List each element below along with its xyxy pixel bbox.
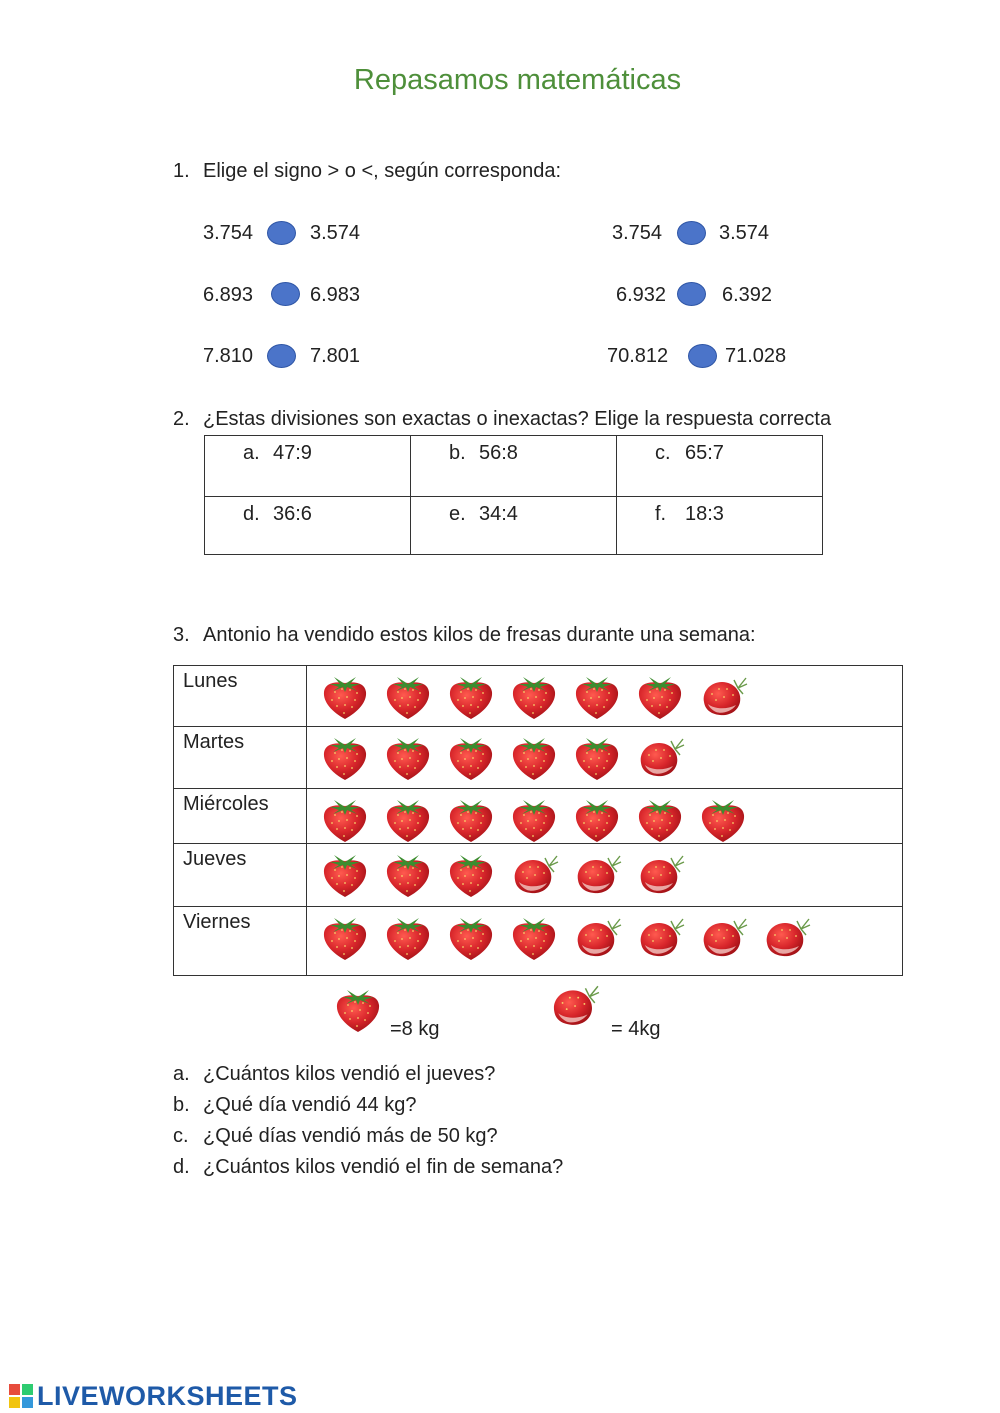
strawberry-row xyxy=(307,789,903,844)
sub-question xyxy=(173,1094,873,1120)
sign-choice-1[interactable] xyxy=(267,221,296,245)
compare-a-6: 70.812 xyxy=(607,345,669,367)
strawberry-icon xyxy=(446,795,496,845)
division-cell[interactable] xyxy=(617,436,823,497)
strawberry-icon xyxy=(635,795,685,845)
compare-b-3: 6.983 xyxy=(310,284,361,306)
division-expression: 18:3 xyxy=(685,503,724,525)
strawberry-icon xyxy=(446,672,496,722)
division-expression: 65:7 xyxy=(685,442,724,464)
item-letter: e. xyxy=(449,503,466,525)
question-text: Elige el signo > o <, según corresponda: xyxy=(203,160,562,182)
half-strawberry-icon xyxy=(548,980,600,1032)
strawberry-row xyxy=(307,844,903,907)
liveworksheets-logo-icon xyxy=(8,1383,34,1409)
day-label: Jueves xyxy=(183,848,247,870)
compare-a-4: 6.932 xyxy=(616,284,667,306)
strawberry-icon xyxy=(383,913,433,963)
division-expression: 36:6 xyxy=(273,503,312,525)
half-strawberry-icon xyxy=(509,850,559,900)
strawberry-icon xyxy=(383,733,433,783)
half-strawberry-icon xyxy=(572,913,622,963)
question-number: 3. xyxy=(173,624,190,646)
strawberry-row xyxy=(307,907,903,976)
half-strawberry-icon xyxy=(572,850,622,900)
strawberry-icon xyxy=(320,913,370,963)
sign-choice-4[interactable] xyxy=(677,282,706,306)
strawberry-icon xyxy=(383,850,433,900)
pictogram-table xyxy=(173,665,903,976)
strawberry-icon xyxy=(333,985,383,1035)
day-label: Viernes xyxy=(183,911,251,933)
day-label-cell xyxy=(174,789,307,844)
strawberry-icon xyxy=(383,795,433,845)
sub-question-letter: d. xyxy=(173,1156,190,1178)
division-cell[interactable] xyxy=(411,497,617,555)
sub-question-letter: b. xyxy=(173,1094,190,1116)
strawberry-row xyxy=(307,666,903,727)
strawberry-icon xyxy=(572,795,622,845)
sign-choice-6[interactable] xyxy=(688,344,717,368)
sub-question xyxy=(173,1063,873,1089)
half-strawberry-icon xyxy=(698,913,748,963)
item-letter: a. xyxy=(243,442,260,464)
strawberry-icon xyxy=(383,672,433,722)
half-strawberry-icon xyxy=(635,913,685,963)
strawberry-icon xyxy=(572,672,622,722)
half-strawberry-icon xyxy=(761,913,811,963)
compare-b-5: 7.801 xyxy=(310,345,361,367)
question-number: 2. xyxy=(173,408,190,430)
strawberry-icon xyxy=(320,733,370,783)
strawberry-icon xyxy=(509,733,559,783)
strawberry-icon xyxy=(320,795,370,845)
sign-choice-3[interactable] xyxy=(271,282,300,306)
question-3 xyxy=(173,624,933,650)
division-expression: 34:4 xyxy=(479,503,518,525)
half-strawberry-icon xyxy=(698,672,748,722)
strawberry-icon xyxy=(320,850,370,900)
division-cell[interactable] xyxy=(617,497,823,555)
question-1 xyxy=(173,160,873,186)
item-letter: b. xyxy=(449,442,466,464)
sub-question xyxy=(173,1156,873,1182)
half-strawberry-icon xyxy=(635,733,685,783)
item-letter: f. xyxy=(655,503,667,525)
sub-question xyxy=(173,1125,873,1151)
strawberry-icon xyxy=(698,795,748,845)
compare-a-5: 7.810 xyxy=(203,345,254,367)
compare-a-3: 6.893 xyxy=(203,284,254,306)
question-number: 1. xyxy=(173,160,190,182)
compare-b-2: 3.574 xyxy=(719,222,770,244)
strawberry-icon xyxy=(509,795,559,845)
division-expression: 56:8 xyxy=(479,442,518,464)
day-label: Miércoles xyxy=(183,793,269,815)
compare-a-2: 3.754 xyxy=(612,222,663,244)
division-table xyxy=(204,435,823,555)
sign-choice-5[interactable] xyxy=(267,344,296,368)
day-label: Martes xyxy=(183,731,245,753)
division-cell[interactable] xyxy=(205,497,411,555)
sub-question-text: ¿Qué días vendió más de 50 kg? xyxy=(203,1125,498,1147)
sub-question-text: ¿Cuántos kilos vendió el fin de semana? xyxy=(203,1156,564,1178)
sub-question-text: ¿Qué día vendió 44 kg? xyxy=(203,1094,417,1116)
compare-b-6: 71.028 xyxy=(725,345,787,367)
day-label-cell xyxy=(174,666,307,727)
day-label-cell xyxy=(174,907,307,976)
strawberry-row xyxy=(307,727,903,789)
sub-question-letter: a. xyxy=(173,1063,190,1085)
day-label-cell xyxy=(174,727,307,789)
page-title: Repasamos matemáticas xyxy=(353,64,682,96)
legend-whole-value: =8 kg xyxy=(390,1018,440,1040)
question-2 xyxy=(173,408,933,434)
sub-question-text: ¿Cuántos kilos vendió el jueves? xyxy=(203,1063,496,1085)
strawberry-icon xyxy=(509,913,559,963)
strawberry-icon xyxy=(509,672,559,722)
day-label: Lunes xyxy=(183,670,238,692)
item-letter: c. xyxy=(655,442,671,464)
sign-choice-2[interactable] xyxy=(677,221,706,245)
day-label-cell xyxy=(174,844,307,907)
legend-half-value: = 4kg xyxy=(611,1018,661,1040)
division-cell[interactable] xyxy=(205,436,411,497)
brand-logo xyxy=(8,1381,298,1412)
sub-question-letter: c. xyxy=(173,1125,189,1147)
item-letter: d. xyxy=(243,503,260,525)
strawberry-icon xyxy=(446,913,496,963)
division-expression: 47:9 xyxy=(273,442,312,464)
compare-a-1: 3.754 xyxy=(203,222,254,244)
strawberry-icon xyxy=(572,733,622,783)
question-text: ¿Estas divisiones son exactas o inexactas? Elige la respuesta correcta xyxy=(203,408,832,430)
division-cell[interactable] xyxy=(411,436,617,497)
compare-b-4: 6.392 xyxy=(722,284,773,306)
brand-name: LIVEWORKSHEETS xyxy=(37,1381,298,1411)
question-text: Antonio ha vendido estos kilos de fresas durante una semana: xyxy=(203,624,756,646)
strawberry-icon xyxy=(320,672,370,722)
compare-b-1: 3.574 xyxy=(310,222,361,244)
strawberry-icon xyxy=(446,850,496,900)
strawberry-icon xyxy=(446,733,496,783)
strawberry-icon xyxy=(635,672,685,722)
half-strawberry-icon xyxy=(635,850,685,900)
